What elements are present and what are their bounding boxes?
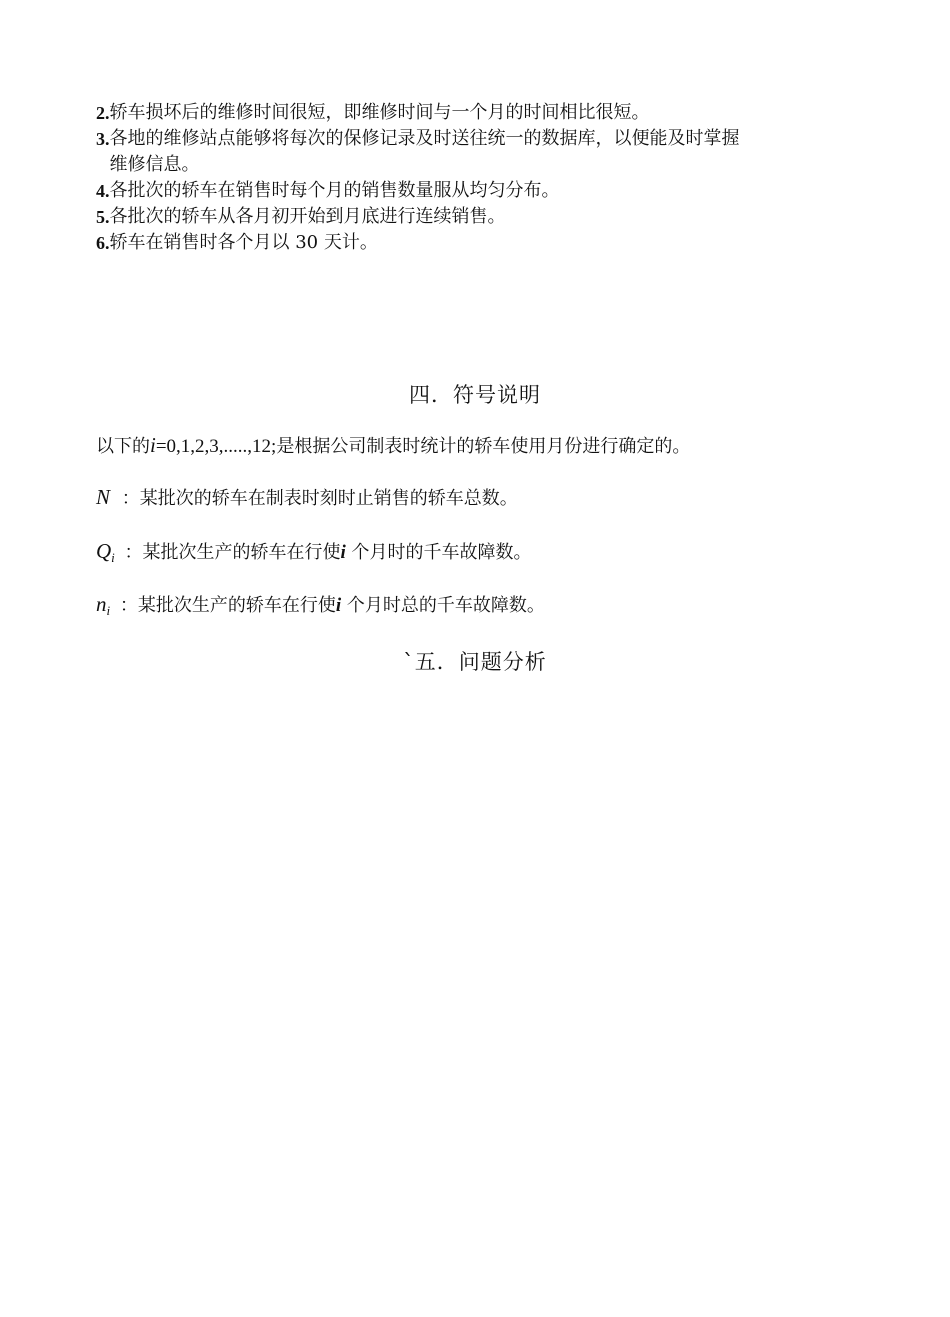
item-number: 3. bbox=[96, 129, 110, 149]
index-variable: i bbox=[340, 542, 346, 563]
symbol-definition-Q bbox=[96, 538, 876, 566]
symbol-definition-N bbox=[96, 484, 876, 510]
list-item bbox=[96, 230, 856, 256]
symbol: n bbox=[96, 592, 107, 616]
symbol-description: ：某批次生产的轿车在行使 bbox=[124, 542, 341, 563]
item-text-continuation: 维修信息。 bbox=[109, 154, 200, 175]
section-heading-analysis: `五．问题分析 bbox=[403, 650, 547, 674]
item-text bbox=[110, 126, 857, 178]
symbol-subscript: i bbox=[111, 550, 115, 565]
item-number: 5. bbox=[96, 207, 110, 227]
symbol: Q bbox=[96, 539, 112, 563]
item-text: 轿车损坏后的维修时间很短，即维修时间与一个月的时间相比很短。 bbox=[109, 102, 650, 123]
index-variable: i bbox=[335, 595, 342, 616]
assumption-list bbox=[96, 100, 856, 256]
symbol-description: ：某批次的轿车在制表时刻时止销售的轿车总数。 bbox=[121, 488, 518, 509]
symbol-description: ：某批次生产的轿车在行使 bbox=[119, 595, 336, 616]
list-item bbox=[96, 126, 856, 178]
symbols-intro bbox=[96, 432, 876, 458]
item-text: 各批次的轿车从各月初开始到月底进行连续销售。 bbox=[109, 206, 506, 227]
symbol-description-end: 个月时总的千车故障数。 bbox=[346, 595, 545, 616]
item-text-line: 各地的维修站点能够将每次的保修记录及时送往统一的数据库，以便能及时掌握 bbox=[109, 128, 740, 149]
section-heading-symbols: 四．符号说明 bbox=[409, 383, 541, 407]
list-item bbox=[96, 204, 856, 230]
list-item bbox=[96, 178, 856, 204]
intro-prefix: 以下的 bbox=[96, 436, 150, 457]
symbol-description-end: 个月时的千车故障数。 bbox=[351, 542, 532, 563]
item-number: 2. bbox=[96, 103, 110, 123]
symbol: N bbox=[96, 485, 111, 509]
intro-suffix: 是根据公司制表时统计的轿车使用月份进行确定的。 bbox=[276, 436, 691, 457]
item-text: 各批次的轿车在销售时每个月的销售数量服从均匀分布。 bbox=[109, 180, 560, 201]
index-variable: i bbox=[150, 433, 156, 457]
item-text: 轿车在销售时各个月以 30 天计。 bbox=[109, 232, 378, 253]
item-number: 6. bbox=[96, 233, 110, 253]
symbol-subscript: i bbox=[106, 603, 111, 618]
item-number: 4. bbox=[96, 181, 110, 201]
list-item bbox=[96, 100, 856, 126]
index-range: =0,1,2,3,.....,12; bbox=[155, 436, 277, 457]
symbol-definition-n bbox=[96, 591, 876, 619]
